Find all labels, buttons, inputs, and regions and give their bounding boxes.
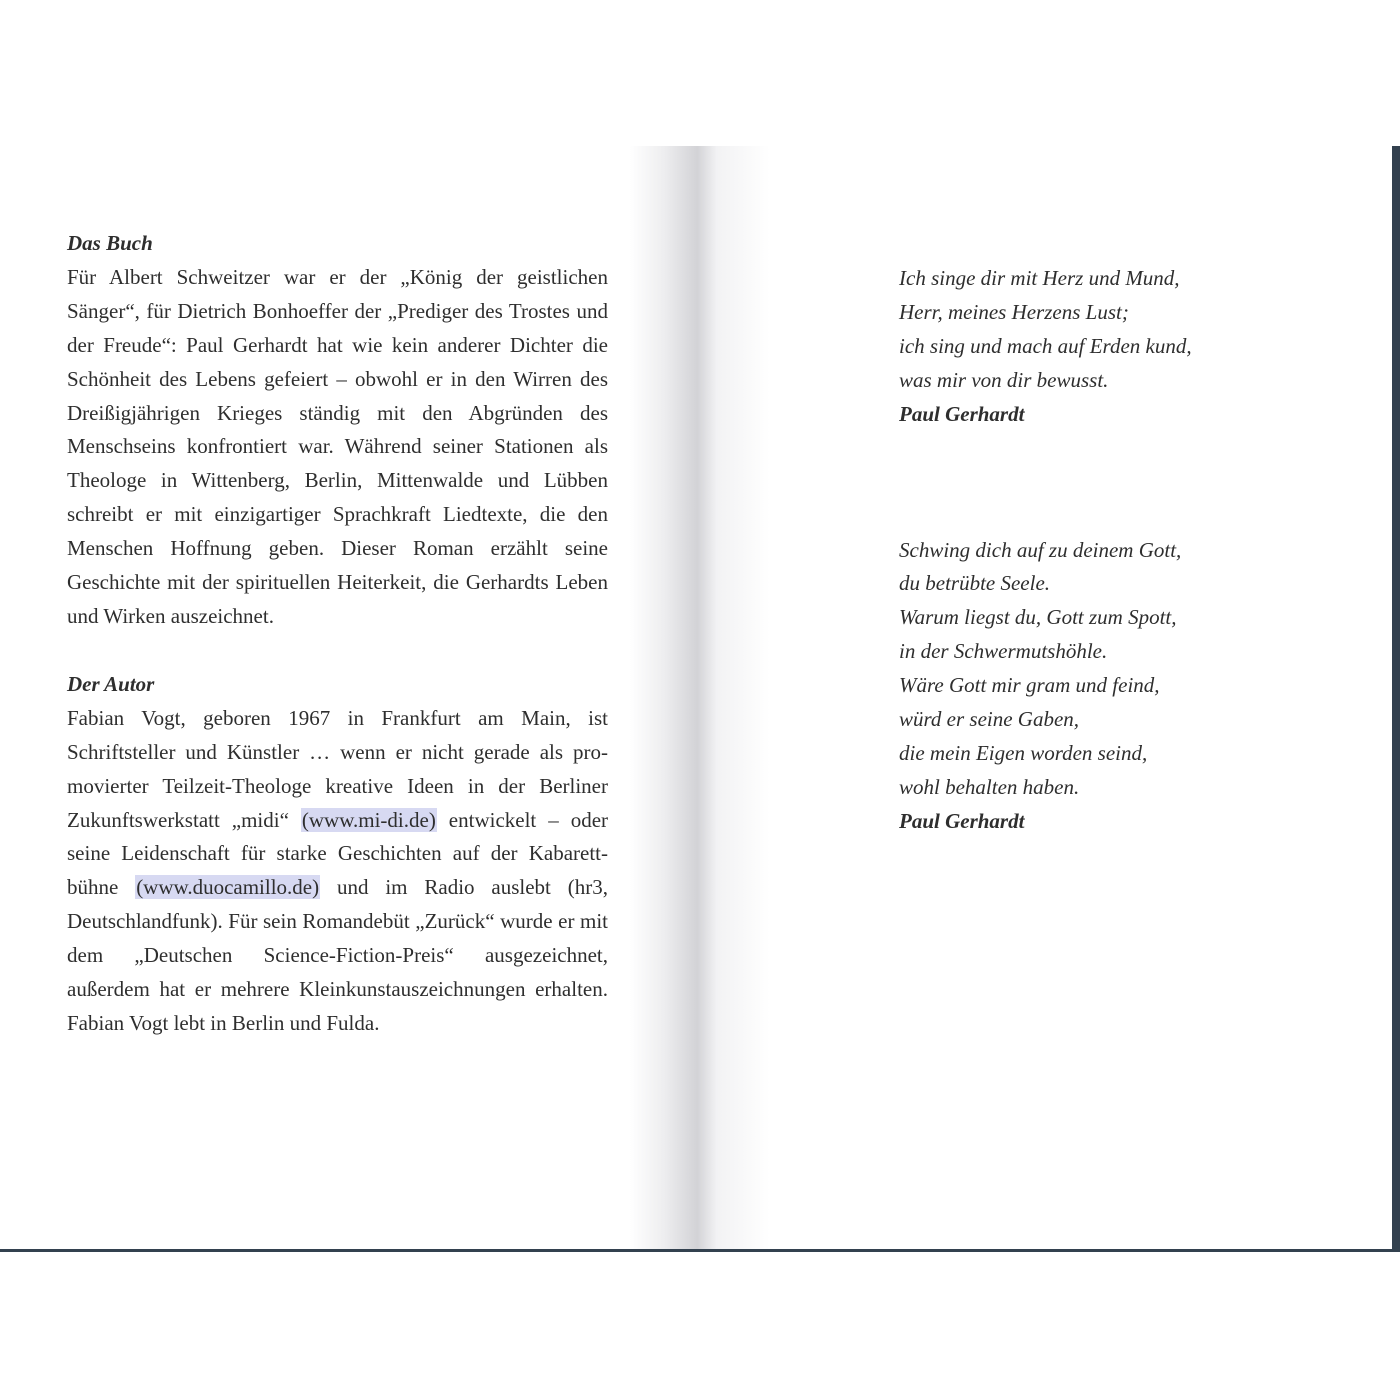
book-cover-edge bbox=[1392, 146, 1400, 1249]
author-text-part-2: entwickelt – oder seine Leidenschaft für starke Geschichten auf der Kabarettbühne bbox=[67, 807, 609, 900]
paragraph-gap bbox=[67, 634, 608, 668]
book-heading: Das Buch bbox=[67, 231, 153, 255]
open-book bbox=[0, 146, 1400, 1252]
author-heading: Der Autor bbox=[67, 671, 155, 696]
poem-author: Paul Gerhardt bbox=[899, 401, 1025, 426]
poem-line: Wäre Gott mir gram und feind, bbox=[899, 673, 1160, 698]
midi-website-link[interactable]: (www.mi-di.de) bbox=[301, 807, 436, 832]
poem-line: was mir von dir bewusst. bbox=[899, 367, 1109, 392]
poem-line: wohl behalten haben. bbox=[899, 774, 1080, 799]
left-page bbox=[67, 227, 608, 1041]
poem-1 bbox=[899, 262, 1329, 432]
poem-line: du betrübte Seele. bbox=[899, 571, 1051, 596]
author-text-part-3: und im Radio auslebt (hr3, Deutschlandfunk). Für sein Romandebüt „Zurück“ wurde er mit dem „Deutschen Science-Fiction-Preis“ ausgezeichnet, außerdem hat er mehrere Kleinkunstauszeichnungen erhalten. Fabian Vogt lebt in Berlin und Fulda. bbox=[67, 875, 608, 1035]
poem-line: die mein Eigen worden seind, bbox=[899, 740, 1148, 765]
author-text-part-1: Fabian Vogt, geboren 1967 in Frankfurt am Main, ist Schriftsteller und Künstler … wenn er nicht gerade als promovierter Teilzeit-Theologe kreative Ideen in der Berliner Zukunftswerkstatt „midi“ bbox=[67, 705, 608, 832]
poem-line: ich sing und mach auf Erden kund, bbox=[899, 333, 1192, 358]
poem-author: Paul Gerhardt bbox=[899, 808, 1025, 833]
poem-line: Schwing dich auf zu deinem Gott, bbox=[899, 537, 1182, 562]
poem-line: Warum liegst du, Gott zum Spott, bbox=[899, 605, 1177, 630]
right-page bbox=[899, 262, 1329, 839]
book-spine-shadow bbox=[630, 146, 770, 1249]
poem-line: in der Schwermutshöhle. bbox=[899, 639, 1108, 664]
poem-line: würd er seine Gaben, bbox=[899, 707, 1080, 732]
poem-line: Herr, meines Herzens Lust; bbox=[899, 299, 1129, 324]
poem-line: Ich singe dir mit Herz und Mund, bbox=[899, 266, 1180, 290]
book-description: Für Albert Schweitzer war er der „König der geistlichen Sänger“, für Dietrich Bonhoeffer der „Prediger des Trostes und der Freude“: Paul Gerhardt hat wie kein anderer Dichter die Schönheit des Lebens gefeiert – obwohl er in den Wirren des Dreißigjährigen Krieges ständig mit den Abgründen des Menschseins konfrontiert war. Während seiner Stationen als Theologe in Wittenberg, Berlin, Mittenwalde und Lübben schreibt er mit einzigartiger Sprachkraft Liedtexte, die den Menschen Hoffnung geben. Dieser Roman erzählt seine Geschichte mit der spirituellen Heiterkeit, die Gerhardts Leben und Wirken auszeichnet. bbox=[67, 264, 608, 628]
duocamillo-website-link[interactable]: (www.duocamillo.de) bbox=[136, 875, 320, 900]
poem-2 bbox=[899, 534, 1329, 839]
author-biography bbox=[67, 702, 608, 1041]
